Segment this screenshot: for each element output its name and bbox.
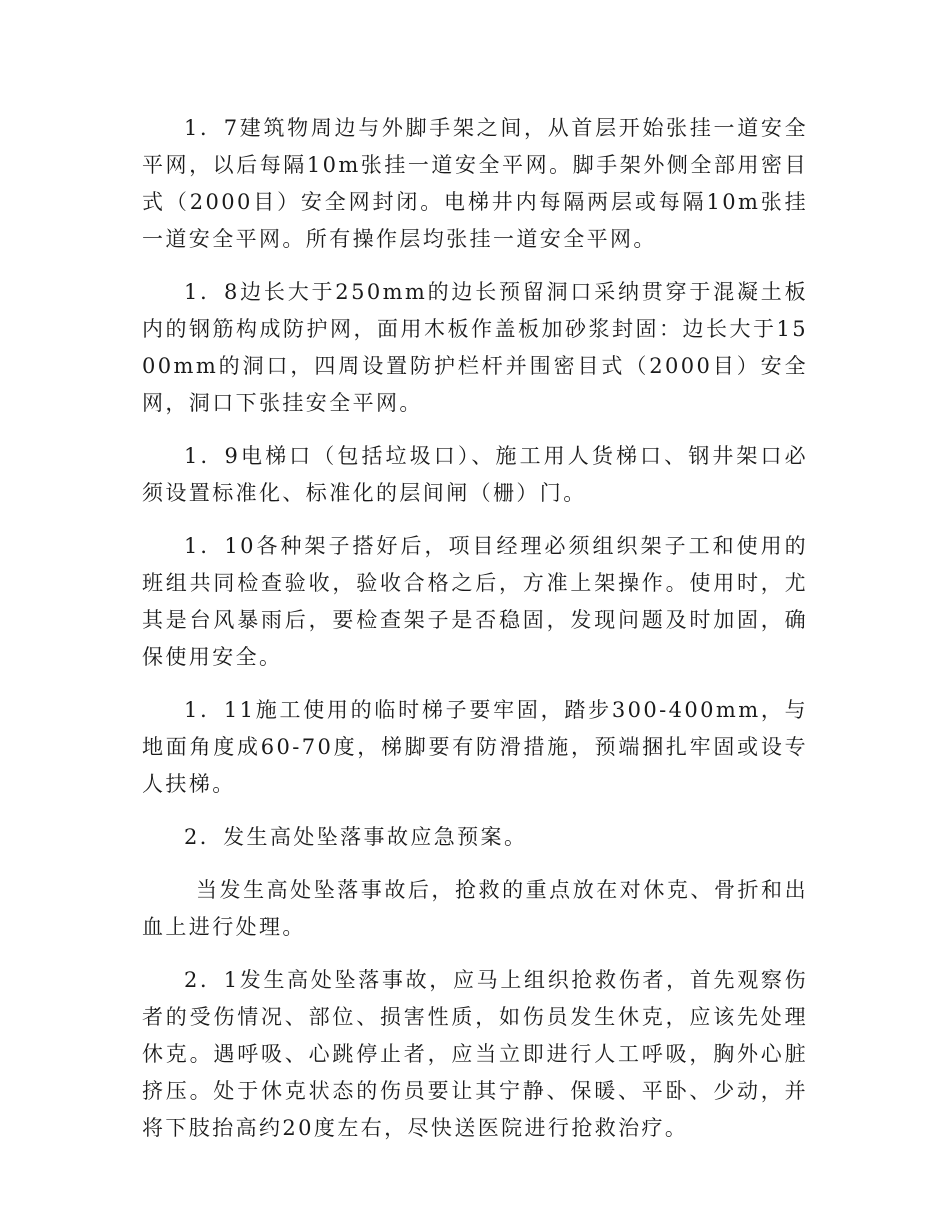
paragraph-1-7: 1．7建筑物周边与外脚手架之间，从首层开始张挂一道安全平网，以后每隔10m张挂一道安全平网。脚手架外侧全部用密目式（2000目）安全网封闭。电梯井内每隔两层或每隔10m张挂一道安全平网。所有操作层均张挂一道安全平网。 <box>142 116 808 251</box>
section-heading-2: 2．发生高处坠落事故应急预案。 <box>184 825 528 849</box>
paragraph-1-8: 1．8边长大于250mm的边长预留洞口采纳贯穿于混凝土板内的钢筋构成防护网，面用木板作盖板加砂浆封固：边长大于1500mm的洞口，四周设置防护栏杆并围密目式（2000目）安全网，洞口下张挂安全平网。 <box>142 280 808 415</box>
paragraph-1-10: 1．10各种架子搭好后，项目经理必须组织架子工和使用的班组共同检查验收，验收合格之后，方准上架操作。使用时，尤其是台风暴雨后，要检查架子是否稳固，发现问题及时加固，确保使用安全。 <box>142 534 808 669</box>
paragraph-2-intro: 当发生高处坠落事故后，抢救的重点放在对休克、骨折和出血上进行处理。 <box>142 878 808 939</box>
paragraph-1-9: 1．9电梯口（包括垃圾口）、施工用人货梯口、钢井架口必须设置标准化、标准化的层间闸（栅）门。 <box>142 444 808 505</box>
paragraph-1-11: 1．11施工使用的临时梯子要牢固，踏步300-400mm，与地面角度成60-70度，梯脚要有防滑措施，预端捆扎牢固或设专人扶梯。 <box>142 698 808 796</box>
document-body <box>142 110 808 1163</box>
paragraph-2-1: 2．1发生高处坠落事故，应马上组织抢救伤者，首先观察伤者的受伤情况、部位、损害性质，如伤员发生休克，应该先处理休克。遇呼吸、心跳停止者，应当立即进行人工呼吸，胸外心脏挤压。处于休克状态的伤员要让其宁静、保暖、平卧、少动，并将下肢抬高约20度左右，尽快送医院进行抢救治疗。 <box>142 968 808 1140</box>
